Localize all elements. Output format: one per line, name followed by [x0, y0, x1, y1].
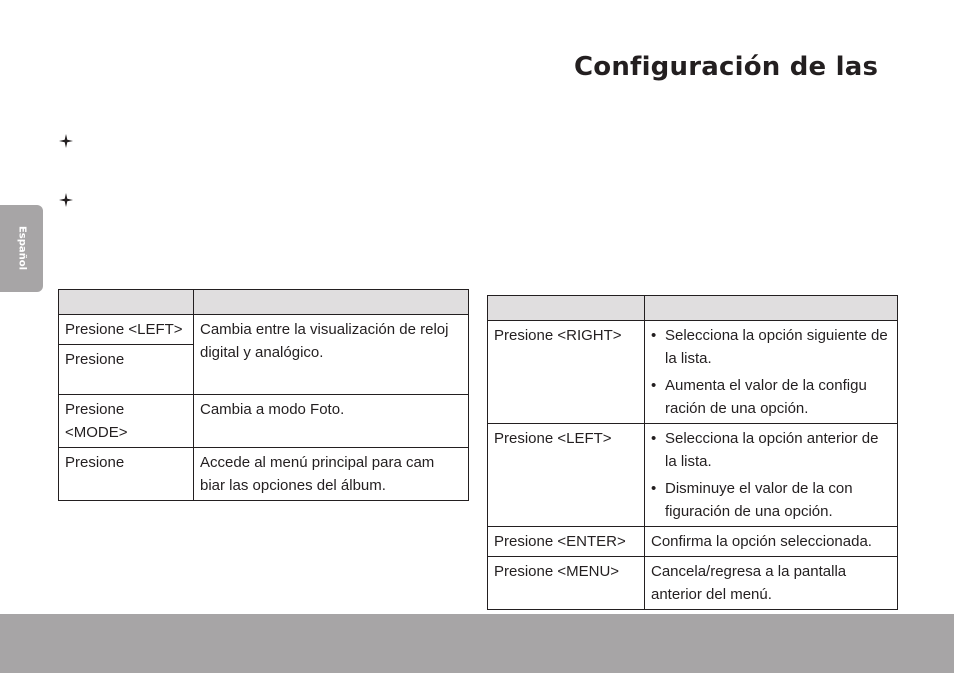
table-row	[488, 557, 898, 610]
desc-cell: Cancela/regresa a la pantalla anterior del menú.	[645, 557, 898, 610]
key-cell: Presione <MODE>	[59, 395, 194, 448]
header-cell	[194, 290, 469, 315]
table-row	[59, 395, 469, 448]
header-cell	[59, 290, 194, 315]
table-header-row	[59, 290, 469, 315]
table-row	[488, 321, 898, 424]
star-bullet-icon	[59, 134, 73, 148]
bullet-item: • Selecciona la opción anterior de la lista.	[651, 427, 891, 473]
language-label: Español	[16, 225, 28, 271]
key-cell: Presione <MENU>	[488, 557, 645, 610]
controls-table-left	[58, 289, 469, 501]
desc-cell: Confirma la opción seleccionada.	[645, 527, 898, 557]
bullet-item: • Disminuye el valor de la con figuración de una opción.	[651, 477, 891, 523]
page-footer-band	[0, 614, 954, 673]
desc-cell: Cambia entre la visualización de reloj digital y analógico.	[194, 315, 469, 395]
table-row	[488, 424, 898, 527]
table-row	[488, 527, 898, 557]
header-cell	[488, 296, 645, 321]
bullet-item: • Selecciona la opción siguiente de la lista.	[651, 324, 891, 370]
key-cell: Presione <RIGHT>	[488, 321, 645, 424]
desc-cell: Cambia a modo Foto.	[194, 395, 469, 448]
page-title: Configuración de las	[574, 52, 879, 82]
table-header-row	[488, 296, 898, 321]
key-cell: Presione	[59, 345, 194, 395]
language-side-tab	[0, 205, 43, 292]
key-cell: Presione <ENTER>	[488, 527, 645, 557]
key-cell: Presione <LEFT>	[488, 424, 645, 527]
controls-table-right	[487, 295, 898, 610]
bullet-item: • Aumenta el valor de la configu ración de una opción.	[651, 374, 891, 420]
table-row	[59, 448, 469, 501]
key-cell: Presione	[59, 448, 194, 501]
star-bullet-icon	[59, 193, 73, 207]
table-row	[59, 315, 469, 345]
desc-cell: Accede al menú principal para cam biar las opciones del álbum.	[194, 448, 469, 501]
key-cell: Presione <LEFT>	[59, 315, 194, 345]
header-cell	[645, 296, 898, 321]
desc-cell	[645, 424, 898, 527]
desc-cell	[645, 321, 898, 424]
